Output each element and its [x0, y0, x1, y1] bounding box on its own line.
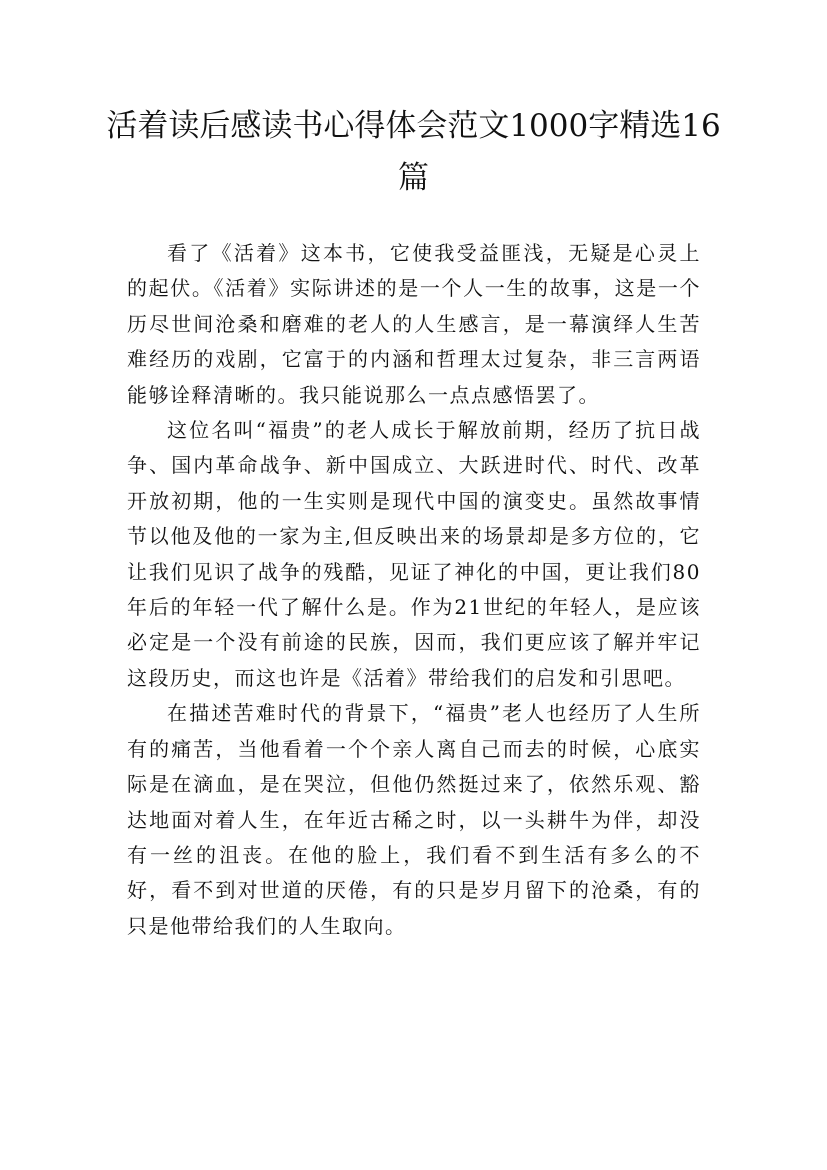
- paragraph-3: 在描述苦难时代的背景下，“福贵”老人也经历了人生所有的痛苦，当他看着一个个亲人离自己而去的时候，心底实际是在滴血，是在哭泣，但他仍然挺过来了，依然乐观、豁达地面对着人生，在年近古稀之时，以一头耕牛为伴，却没有一丝的沮丧。在他的脸上，我们看不到生活有多么的不好，看不到对世道的厌倦，有的只是岁月留下的沧桑，有的只是他带给我们的人生取向。: [127, 701, 701, 938]
- document-title: 活着读后感读书心得体会范文1000字精选16篇: [106, 108, 721, 196]
- paragraph-1: 看了《活着》这本书，它使我受益匪浅，无疑是心灵上的起伏。《活着》实际讲述的是一个人一生的故事，这是一个历尽世间沧桑和磨难的老人的人生感言，是一幕演绎人生苦难经历的戏剧，它富于的内涵和哲理太过复杂，非三言两语能够诠释清晰的。我只能说那么一点点感悟罢了。: [127, 241, 701, 407]
- paragraph-2: 这位名叫“福贵”的老人成长于解放前期，经历了抗日战争、国内革命战争、新中国成立、大跃进时代、时代、改革开放初期，他的一生实则是现代中国的演变史。虽然故事情节以他及他的一家为主,但反映出来的场景却是多方位的，它让我们见识了战争的残酷，见证了神化的中国，更让我们80年后的年轻一代了解什么是。作为21世纪的年轻人，是应该必定是一个没有前途的民族，因而，我们更应该了解并牢记这段历史，而这也许是《活着》带给我们的启发和引思吧。: [127, 418, 701, 690]
- document-body: [127, 236, 701, 944]
